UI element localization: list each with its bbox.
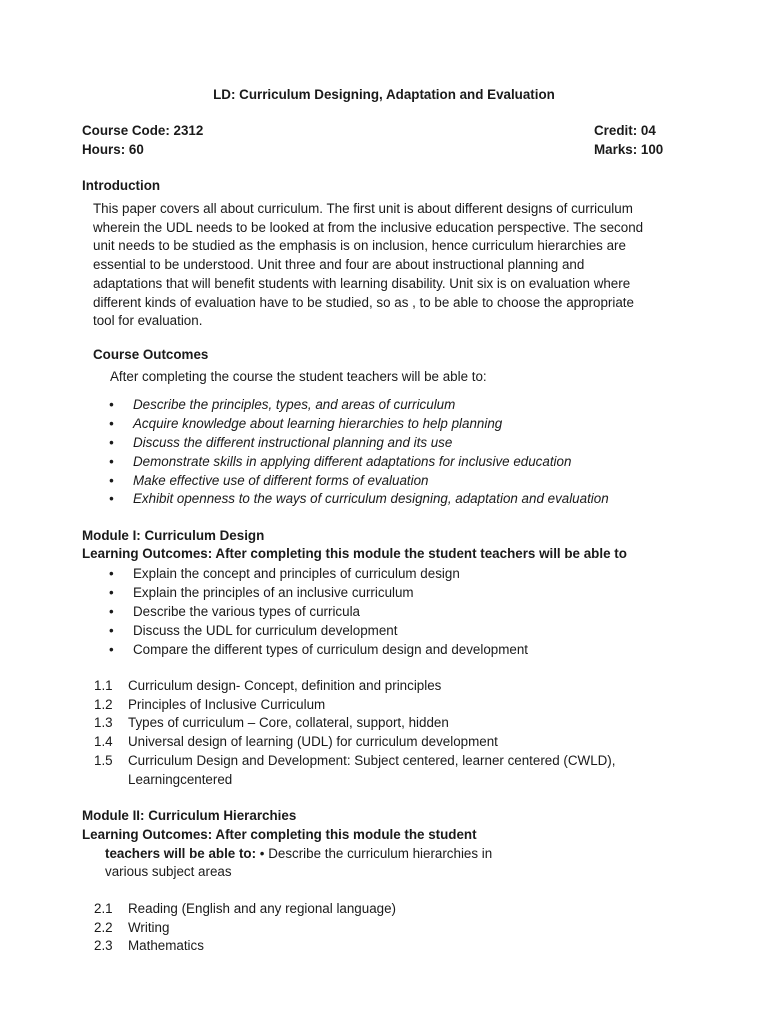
introduction-line: tool for evaluation. xyxy=(93,313,203,329)
module2-outcomes-heading: Learning Outcomes: After completing this module the student xyxy=(82,827,477,842)
bullet-icon: • xyxy=(109,491,114,507)
unit-number: 1.1 xyxy=(94,678,113,693)
unit-number: 2.1 xyxy=(94,901,113,916)
unit-text: Universal design of learning (UDL) for curriculum development xyxy=(128,734,498,750)
introduction-paragraph xyxy=(93,200,693,331)
course-outcomes-heading: Course Outcomes xyxy=(93,347,209,362)
unit-text: Reading (English and any regional language) xyxy=(128,901,397,916)
module2-outcomes-line: teachers will be able to: • Describe the curriculum hierarchies in xyxy=(105,846,493,861)
bullet-icon: • xyxy=(109,603,114,619)
bullet-icon: • xyxy=(109,453,114,469)
unit-text: Mathematics xyxy=(128,938,204,954)
document-page: LD: Curriculum Designing, Adaptation and Evaluation Course Code: 2312 Hours: 60 Credit: 04 Marks: 100 Introduction This paper covers all about curriculum. The first unit is about different designs of curriculum wherein the UDL needs to be looked at from the inclusive education perspective. The second unit needs to be studied as the emphasis is on inclusion, hence curriculum hierarchies are essential to be understood. Unit three and four are about instructional planning and adaptations that will benefit students with learning disability. Unit six is on evaluation where different kinds of evaluation have to be studied, so as , to be able to choose the appropriate tool for evaluation. Course Outcomes After completing the course the student teachers will be able to: • Describe the principles, types, and areas of curriculum • Acquire knowledge about learning hierarchies to help planning • Discuss the different instructional planning and its use • Demonstrate skills in applying different adaptations for inclusive education • Make effective use of different forms of evaluation • Exhibit openness to the ways of curriculum designing, adaptation and evaluation Module I: Curriculum Design Learning Outcomes: After completing this module the student teachers will be able to • Explain the concept and principles of curriculum design • Explain the principles of an inclusive curriculum • Describe the various types of curricula • Discuss the UDL for curriculum development • Compare the different types of curriculum design and development 1.1 Curriculum design- Concept, definition and principles 1.2 Principles of Inclusive Curriculum 1.3 Types of curriculum – Core, collateral, support, hidden 1.4 Universal design of learning (UDL) for curriculum development 1.5 Curriculum Design and Development: Subject centered, learner centered (CWLD), Learningcentered Module II: Curriculum Hierarchies Learning Outcomes: After completing this module the student teachers will be able to: • Describe the curriculum hierarchies in various subject areas 2.1 Reading (English and any regional language) 2.2 Writing 2.3 Mathematics xyxy=(0,0,768,1024)
unit-number: 1.2 xyxy=(94,696,113,712)
bullet-icon: • xyxy=(109,415,114,431)
introduction-line: adaptations that will benefit students with learning disability. Unit six is on evaluation where xyxy=(93,275,631,291)
unit-item xyxy=(94,696,714,715)
module1-units xyxy=(94,677,714,789)
unit-item xyxy=(94,677,714,696)
course-marks: Marks: 100 xyxy=(594,142,664,157)
course-hours: Hours: 60 xyxy=(82,142,144,157)
bullet-icon: • xyxy=(109,566,114,581)
unit-number: 1.4 xyxy=(94,734,113,750)
unit-number: 2.3 xyxy=(94,938,113,954)
module2-heading: Module II: Curriculum Hierarchies xyxy=(82,808,297,823)
module2-outcomes-line: various subject areas xyxy=(105,864,232,879)
module1-heading: Module I: Curriculum Design xyxy=(82,528,265,543)
unit-text: Principles of Inclusive Curriculum xyxy=(128,696,326,712)
introduction-line: wherein the UDL needs to be looked at from the inclusive education perspective. The second xyxy=(93,219,644,235)
bullet-icon: • xyxy=(109,622,114,638)
unit-number: 1.3 xyxy=(94,715,113,731)
unit-text: Types of curriculum – Core, collateral, support, hidden xyxy=(128,715,449,731)
course-code: Course Code: 2312 xyxy=(82,123,204,138)
unit-text: Writing xyxy=(128,919,170,935)
module1-outcomes-heading: Learning Outcomes: After completing this module the student teachers will be able to xyxy=(82,546,627,561)
bullet-icon: • xyxy=(109,434,114,450)
bullet-icon: • xyxy=(109,472,114,488)
course-outcomes-lead: After completing the course the student teachers will be able to: xyxy=(110,369,487,384)
introduction-line: essential to be understood. Unit three and four are about instructional planning and xyxy=(93,257,585,273)
bullet-icon: • xyxy=(109,584,114,600)
bullet-icon: • xyxy=(109,641,114,657)
unit-item xyxy=(94,733,714,752)
unit-item xyxy=(94,919,714,938)
bullet-icon: • xyxy=(109,397,114,412)
unit-number: 1.5 xyxy=(94,752,113,768)
document-title: LD: Curriculum Designing, Adaptation and Evaluation xyxy=(213,87,555,102)
unit-text: Curriculum design- Concept, definition and principles xyxy=(128,678,442,693)
course-credit: Credit: 04 xyxy=(594,123,656,138)
unit-text: Curriculum Design and Development: Subject centered, learner centered (CWLD), Learningcentered xyxy=(128,752,616,787)
unit-item xyxy=(94,714,714,733)
introduction-heading: Introduction xyxy=(82,178,161,193)
unit-item xyxy=(94,937,714,956)
unit-item xyxy=(94,900,714,919)
unit-number: 2.2 xyxy=(94,919,113,935)
introduction-line: different kinds of evaluation have to be studied, so as , to be able to choose the appropriate xyxy=(93,294,634,310)
introduction-line: unit needs to be studied as the emphasis is on inclusion, hence curriculum hierarchies are xyxy=(93,238,626,254)
unit-item xyxy=(94,752,714,789)
module2-units xyxy=(94,900,714,956)
introduction-line: This paper covers all about curriculum. The first unit is about different designs of curriculum xyxy=(93,201,633,216)
